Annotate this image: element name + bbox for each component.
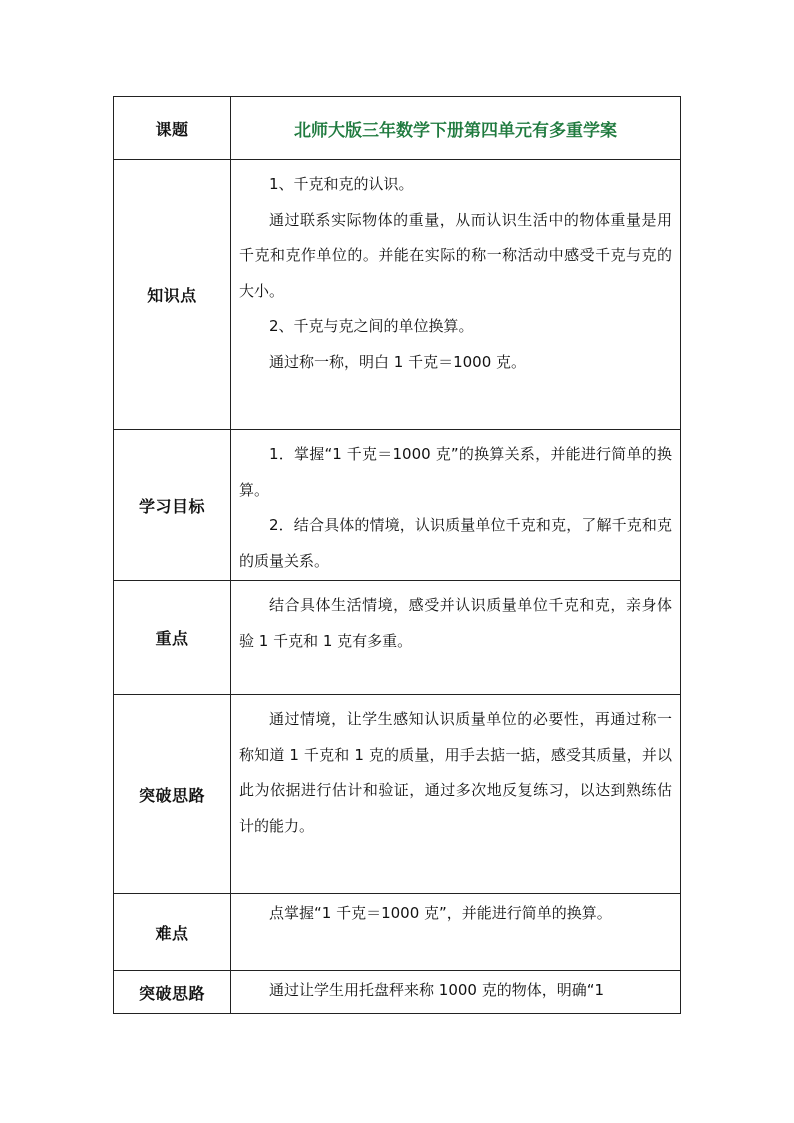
breakthrough-2-label: 突破思路 [114, 971, 231, 1014]
breakthrough-2-content [231, 971, 681, 1014]
key-points-label: 重点 [114, 581, 231, 695]
knowledge-paragraph: 2、千克与克之间的单位换算。 [269, 317, 474, 335]
row-breakthrough-1 [114, 695, 681, 894]
goals-paragraph: 1．掌握“1 千克＝1000 克”的换算关系，并能进行简单的换算。 [239, 445, 672, 499]
breakthrough-1-content [231, 695, 681, 894]
row-breakthrough-2 [114, 971, 681, 1014]
lesson-plan-table [113, 96, 681, 1014]
goals-label: 学习目标 [114, 430, 231, 581]
knowledge-content [231, 160, 681, 430]
knowledge-paragraph: 通过联系实际物体的重量，从而认识生活中的物体重量是用千克和克作单位的。并能在实际的称一称活动中感受千克与克的大小。 [239, 210, 672, 300]
goals-paragraph: 2．结合具体的情境，认识质量单位千克和克，了解千克和克的质量关系。 [239, 516, 672, 570]
breakthrough-2-paragraph: 通过让学生用托盘秤来称 1000 克的物体，明确“1 [269, 981, 605, 999]
difficulty-content [231, 894, 681, 971]
key-points-content [231, 581, 681, 695]
key-points-paragraph: 结合具体生活情境，感受并认识质量单位千克和克，亲身体验 1 千克和 1 克有多重。 [239, 596, 672, 650]
row-knowledge-points [114, 160, 681, 430]
breakthrough-1-label: 突破思路 [114, 695, 231, 894]
row-learning-goals [114, 430, 681, 581]
knowledge-paragraph: 1、千克和克的认识。 [269, 175, 414, 193]
knowledge-label: 知识点 [114, 160, 231, 430]
breakthrough-1-paragraph: 通过情境，让学生感知认识质量单位的必要性，再通过称一称知道 1 千克和 1 克的质量，用手去掂一掂，感受其质量，并以此为依据进行估计和验证，通过多次地反复练习，以达到熟练估计的能力。 [239, 710, 672, 835]
lesson-title: 北师大版三年数学下册第四单元有多重学案 [231, 97, 681, 160]
title-label: 课题 [114, 97, 231, 160]
goals-content [231, 430, 681, 581]
knowledge-paragraph: 通过称一称，明白 1 千克＝1000 克。 [269, 352, 527, 371]
row-title [114, 97, 681, 160]
row-difficulty [114, 894, 681, 971]
difficulty-paragraph: 点掌握“1 千克＝1000 克”，并能进行简单的换算。 [269, 904, 612, 922]
difficulty-label: 难点 [114, 894, 231, 971]
row-key-points [114, 581, 681, 695]
